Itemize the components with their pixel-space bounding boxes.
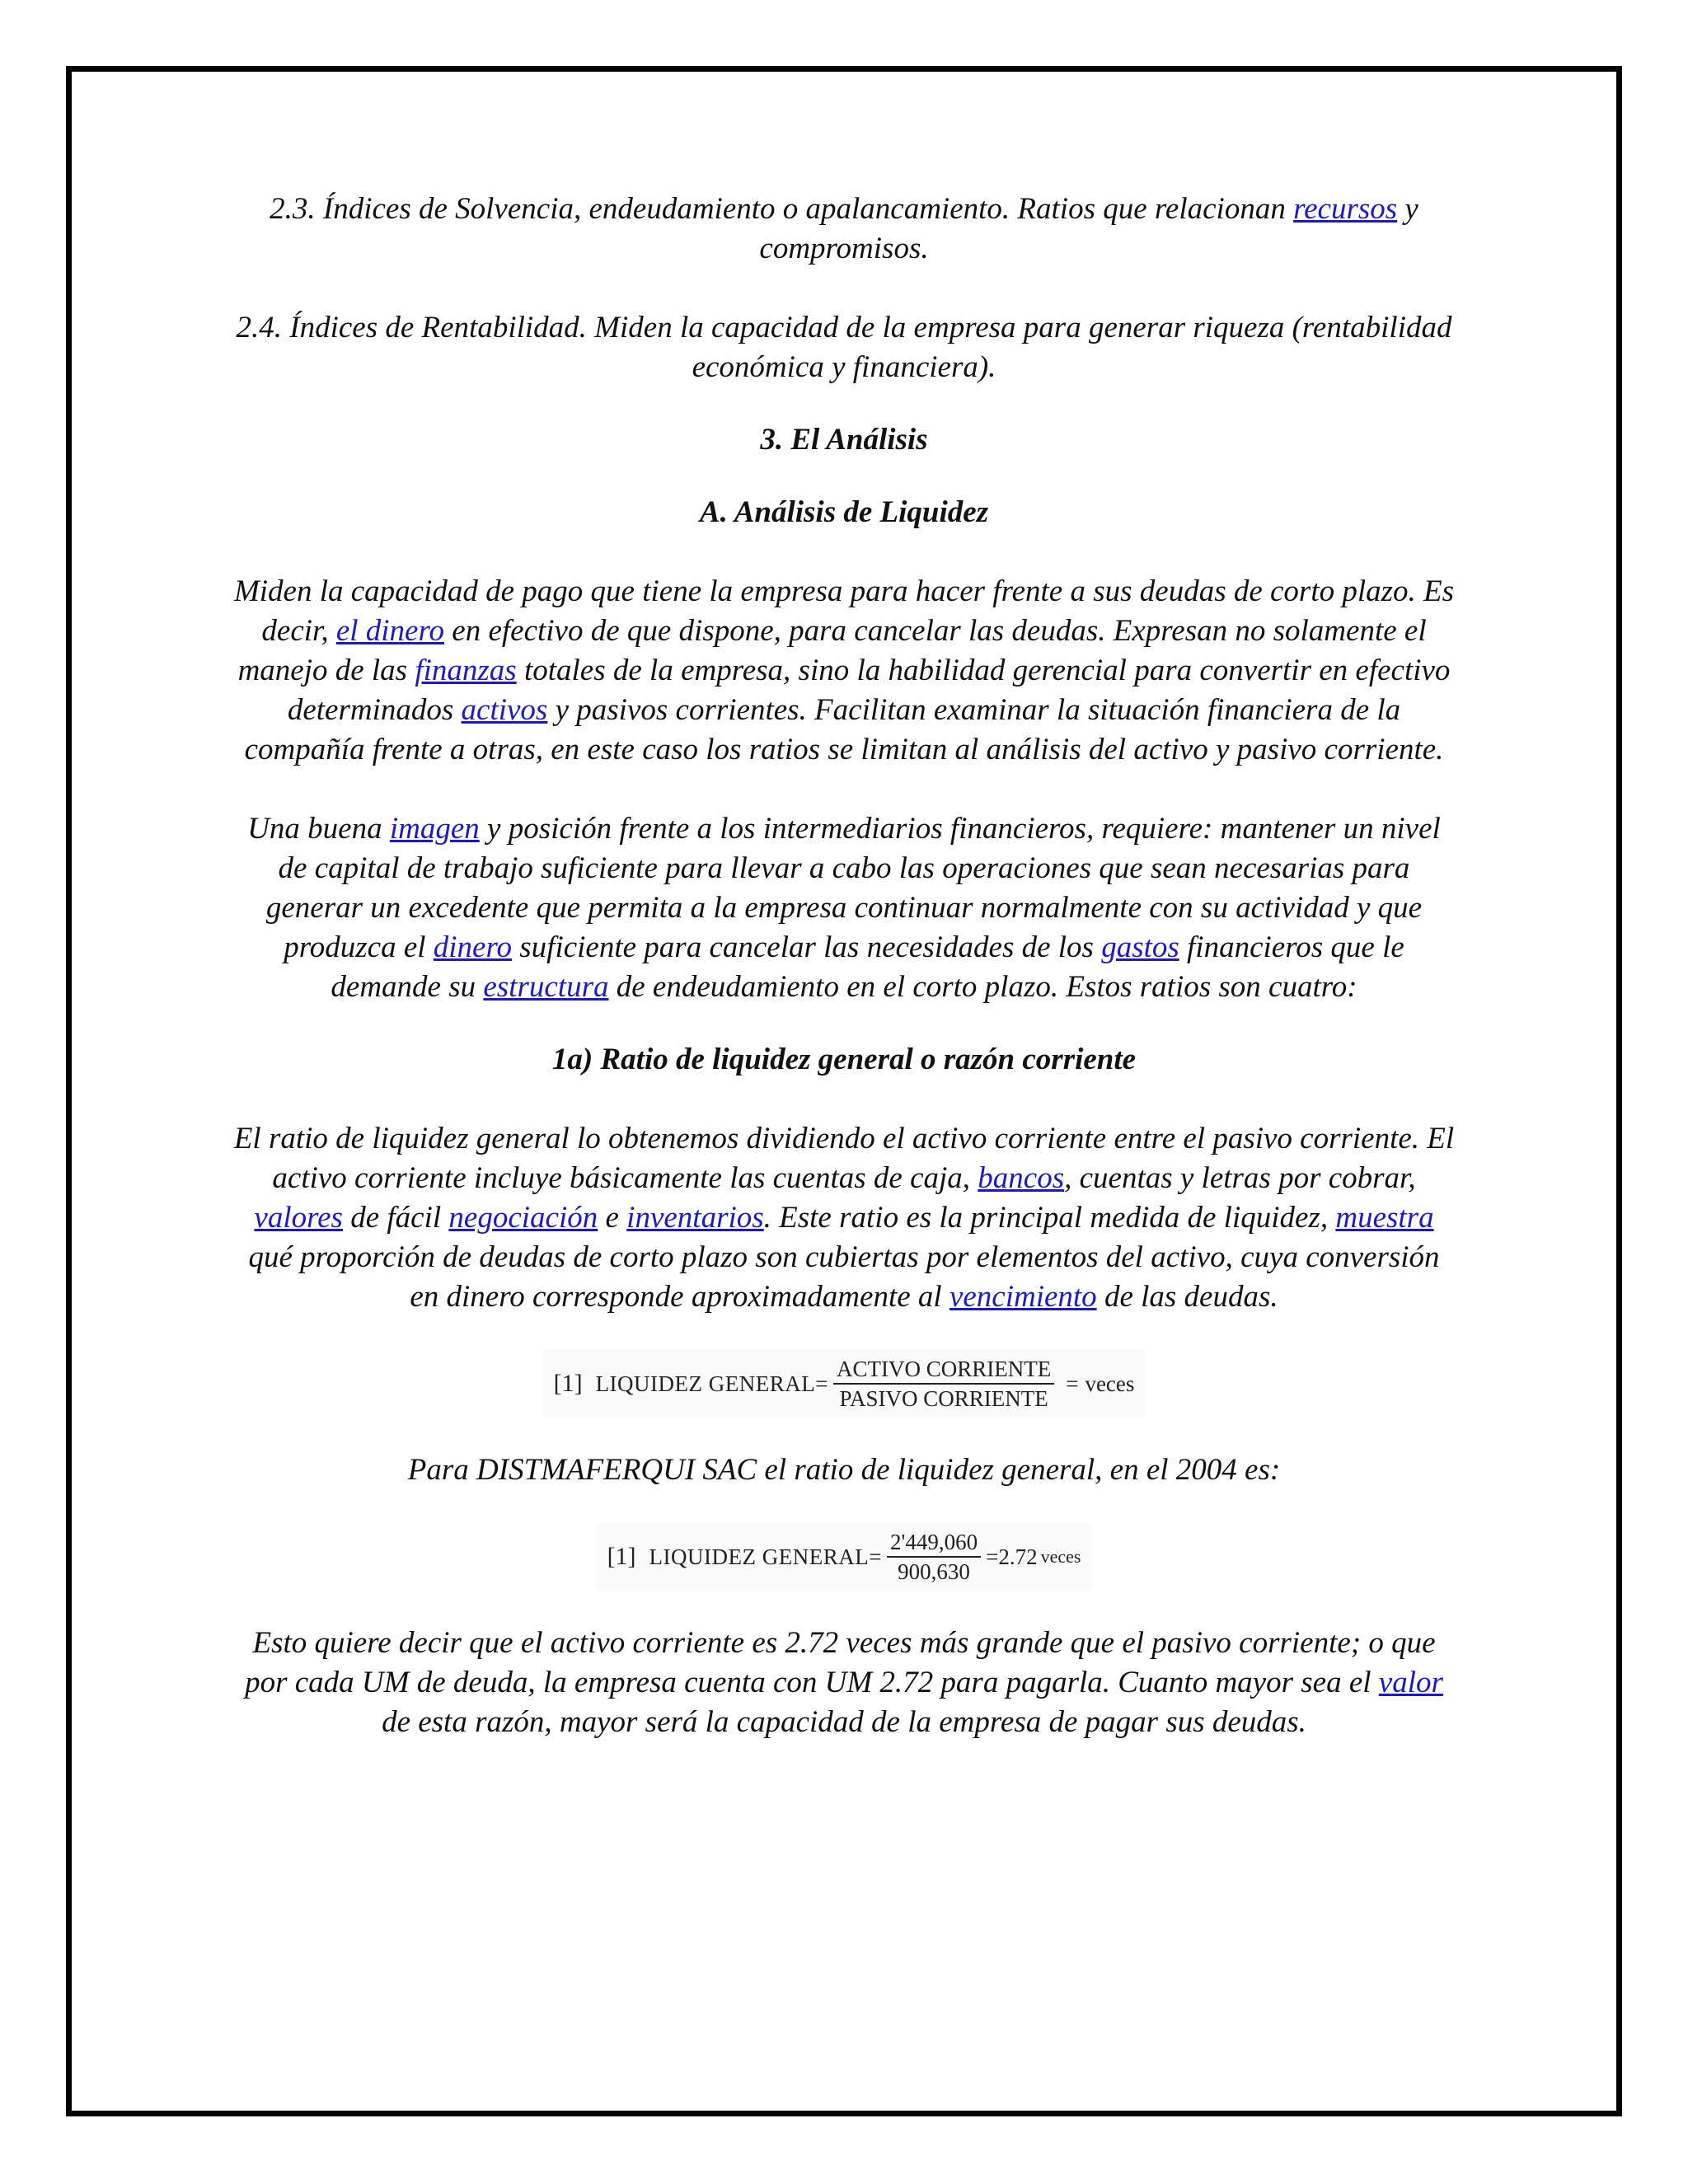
paragraph-solvencia: 2.3. Índices de Solvencia, endeudamiento o apalancamiento. Ratios que relacionan recursos y compromisos.	[270, 192, 1418, 265]
formula-numerator: ACTIVO CORRIENTE	[833, 1355, 1054, 1385]
formula-result: veces	[1085, 1371, 1135, 1396]
link-bancos[interactable]: bancos	[978, 1161, 1065, 1195]
paragraph-imagen: Una buena imagen y posición frente a los intermediarios financieros, requiere: mantener un nivel de capital de trabajo suficiente para llevar a cabo las operaciones que sean necesarias para generar un excedente que permita a la empresa continuar normalmente con su actividad y que produzca el dinero suficiente para cancelar las necesidades de los gastos financieros que le demande su estructura de endeudamiento en el corto plazo. Estos ratios son cuatro:	[247, 812, 1441, 1004]
formula-result-unit: veces	[1040, 1546, 1081, 1567]
formula-denominator: 900,630	[898, 1559, 970, 1584]
formula-number: [1]	[607, 1543, 636, 1570]
paragraph-distmaferqui: Para DISTMAFERQUI SAC el ratio de liquidez general, en el 2004 es:	[407, 1453, 1281, 1487]
paragraph-rentabilidad: 2.4. Índices de Rentabilidad. Miden la capacidad de la empresa para generar riqueza (rentabilidad económica y financiera).	[236, 311, 1452, 384]
link-inventarios[interactable]: inventarios	[626, 1201, 764, 1235]
link-estructura[interactable]: estructura	[483, 970, 609, 1004]
formula-equals: =	[1066, 1371, 1079, 1396]
heading-ratio-liquidez-general: 1a) Ratio de liquidez general o razón corriente	[551, 1043, 1137, 1076]
heading-analisis-liquidez: A. Análisis de Liquidez	[699, 495, 989, 529]
formula-label: LIQUIDEZ GENERAL=	[649, 1544, 882, 1569]
paragraph-liquidez-intro: Miden la capacidad de pago que tiene la empresa para hacer frente a sus deudas de corto plazo. Es decir, el dinero en efectivo de que dispone, para cancelar las deudas. Expresan no solamente el manejo de las finanzas totales de la empresa, sino la habilidad gerencial para convertir en efectivo determinados activos y pasivos corrientes. Facilitan examinar la situación financiera de la compañía frente a otras, en este caso los ratios se limitan al análisis del activo y pasivo corriente.	[233, 574, 1455, 766]
link-activos[interactable]: activos	[461, 693, 548, 727]
link-recursos[interactable]: recursos	[1293, 192, 1398, 226]
formula-label: LIQUIDEZ GENERAL=	[595, 1371, 828, 1396]
formula-denominator: PASIVO CORRIENTE	[839, 1386, 1048, 1411]
link-valor[interactable]: valor	[1378, 1666, 1443, 1699]
formula-numerator: 2'449,060	[887, 1528, 981, 1558]
link-vencimiento[interactable]: vencimiento	[949, 1280, 1097, 1314]
link-negociacion[interactable]: negociación	[448, 1201, 598, 1235]
link-dinero[interactable]: dinero	[433, 930, 513, 964]
link-muestra[interactable]: muestra	[1335, 1201, 1434, 1235]
formula-liquidez-general	[231, 1350, 1457, 1418]
link-finanzas[interactable]: finanzas	[415, 654, 517, 687]
link-el-dinero[interactable]: el dinero	[335, 614, 445, 648]
paragraph-conclusion: Esto quiere decir que el activo corriente es 2.72 veces más grande que el pasivo corriente; o que por cada UM de deuda, la empresa cuenta con UM 2.72 para pagarla. Cuanto mayor sea el valor de esta razón, mayor será la capacidad de la empresa de pagar sus deudas.	[245, 1626, 1443, 1739]
link-imagen[interactable]: imagen	[389, 812, 480, 846]
paragraph-ratio-liquidez: El ratio de liquidez general lo obtenemos dividiendo el activo corriente entre el pasivo corriente. El activo corriente incluye básicamente las cuentas de caja, bancos, cuentas y letras por cobrar, valores de fácil negociación e inventarios. Este ratio es la principal medida de liquidez, muestra qué proporción de deudas de corto plazo son cubiertas por elementos del activo, cuya conversión en dinero corresponde aproximadamente al vencimiento de las deudas.	[233, 1122, 1455, 1314]
link-gastos[interactable]: gastos	[1101, 930, 1179, 964]
formula-number: [1]	[553, 1370, 583, 1397]
link-valores[interactable]: valores	[254, 1201, 343, 1235]
formula-fraction	[887, 1528, 981, 1586]
formula-liquidez-general-valores	[231, 1523, 1457, 1591]
heading-analisis: 3. El Análisis	[760, 423, 928, 457]
formula-result-value: =2.72	[986, 1544, 1038, 1569]
formula-fraction	[833, 1355, 1054, 1413]
document-body	[231, 190, 1457, 1742]
